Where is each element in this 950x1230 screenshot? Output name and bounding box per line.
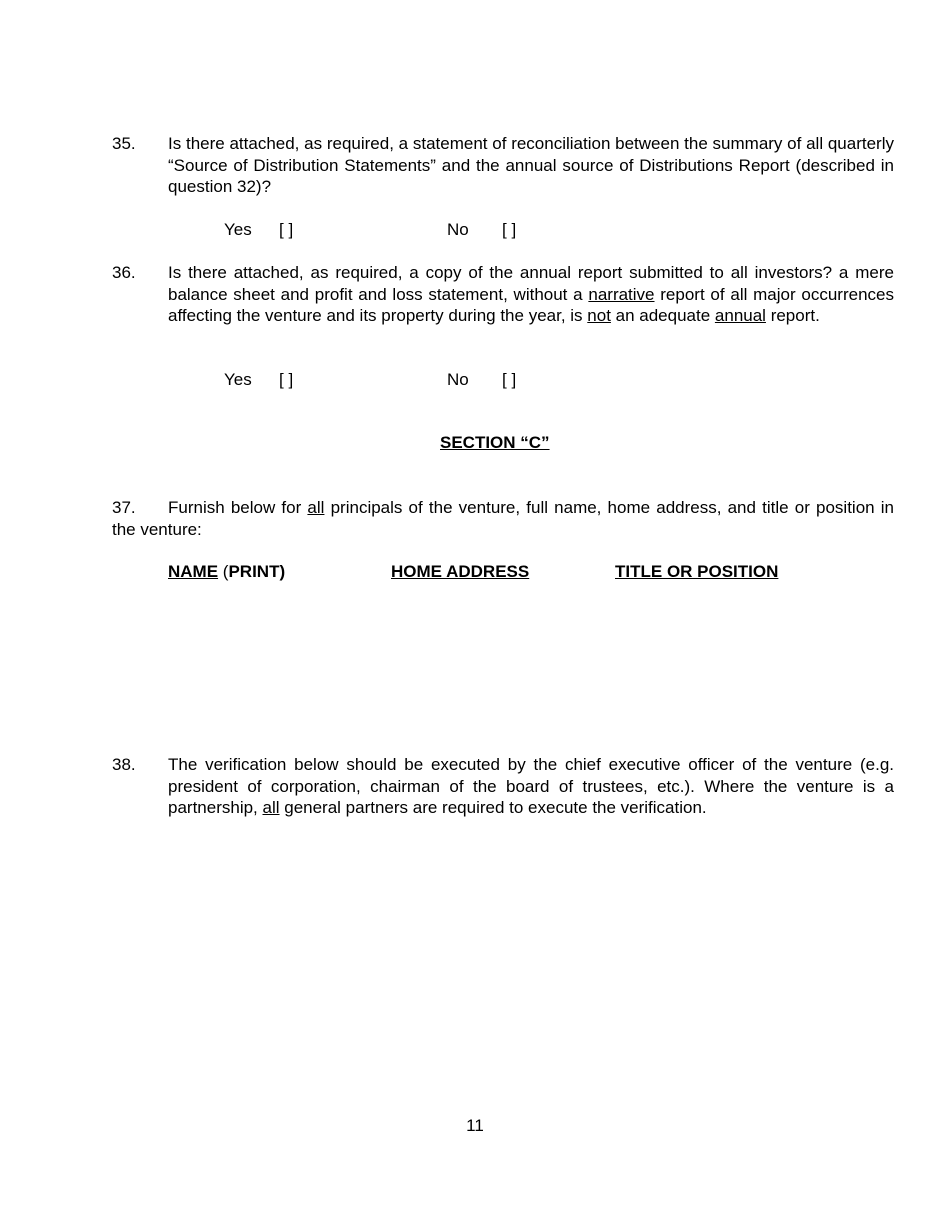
question-number: 35. [112,134,136,153]
question-36 [112,262,894,327]
underlined-text: all [262,798,280,817]
column-header-paren: ( [218,562,229,581]
no-label: No [447,220,469,239]
text-segment: The verification below should be executed by the chief executive officer of the venture (e.g. president of corporation, chairman of the board of trustees, etc.). Where the venture is a partnership, [168,755,894,817]
question-36-answer [224,369,624,391]
page-number: 11 [466,1116,484,1135]
yes-label: Yes [224,220,252,239]
column-header-name-text: NAME [168,562,219,581]
text-segment: principals of the venture, full name, home address, and title or position in the venture: [112,498,894,539]
text-segment: Furnish below for [168,498,308,517]
question-35 [112,133,894,198]
text-segment: report. [765,306,820,325]
underlined-text: narrative [588,284,655,304]
question-text [168,262,894,327]
question-text [168,754,894,819]
yes-checkbox[interactable]: [ ] [279,370,294,389]
question-number: 38. [112,755,136,774]
column-header-name [168,561,285,583]
question-37 [112,497,894,540]
column-header-print: PRINT) [228,562,286,581]
section-c-heading: SECTION “C” [440,433,550,452]
question-number: 36. [112,263,136,282]
no-checkbox[interactable]: [ ] [502,370,517,389]
yes-checkbox[interactable]: [ ] [279,220,294,239]
no-checkbox[interactable]: [ ] [502,220,517,239]
underlined-text: not [587,306,611,325]
question-number: 37. [112,498,136,517]
question-35-answer [224,219,624,241]
text-segment: report of all major occurrences affecting the venture and its property during the year, is [168,284,894,325]
column-header-title-text: TITLE OR POSITION [615,562,779,581]
text-segment: general partners are required to execute the verification. [279,798,707,817]
yes-label: Yes [224,370,252,389]
underlined-text: all [307,498,325,517]
question-38 [112,754,894,819]
column-header-address [391,561,529,583]
underlined-text: annual [714,306,766,325]
column-header-title [615,561,778,583]
text-segment: Is there attached, as required, a copy of the annual report submitted to all investors? a mere balance sheet and profit and loss statement, without a [168,263,894,304]
column-header-address-text: HOME ADDRESS [391,562,530,581]
question-text: Is there attached, as required, a statement of reconciliation between the summary of all quarterly “Source of Distribution Statements” and the annual source of Distributions Report (described in question 32)? [168,134,894,196]
no-label: No [447,370,469,389]
text-segment: an adequate [610,306,715,325]
